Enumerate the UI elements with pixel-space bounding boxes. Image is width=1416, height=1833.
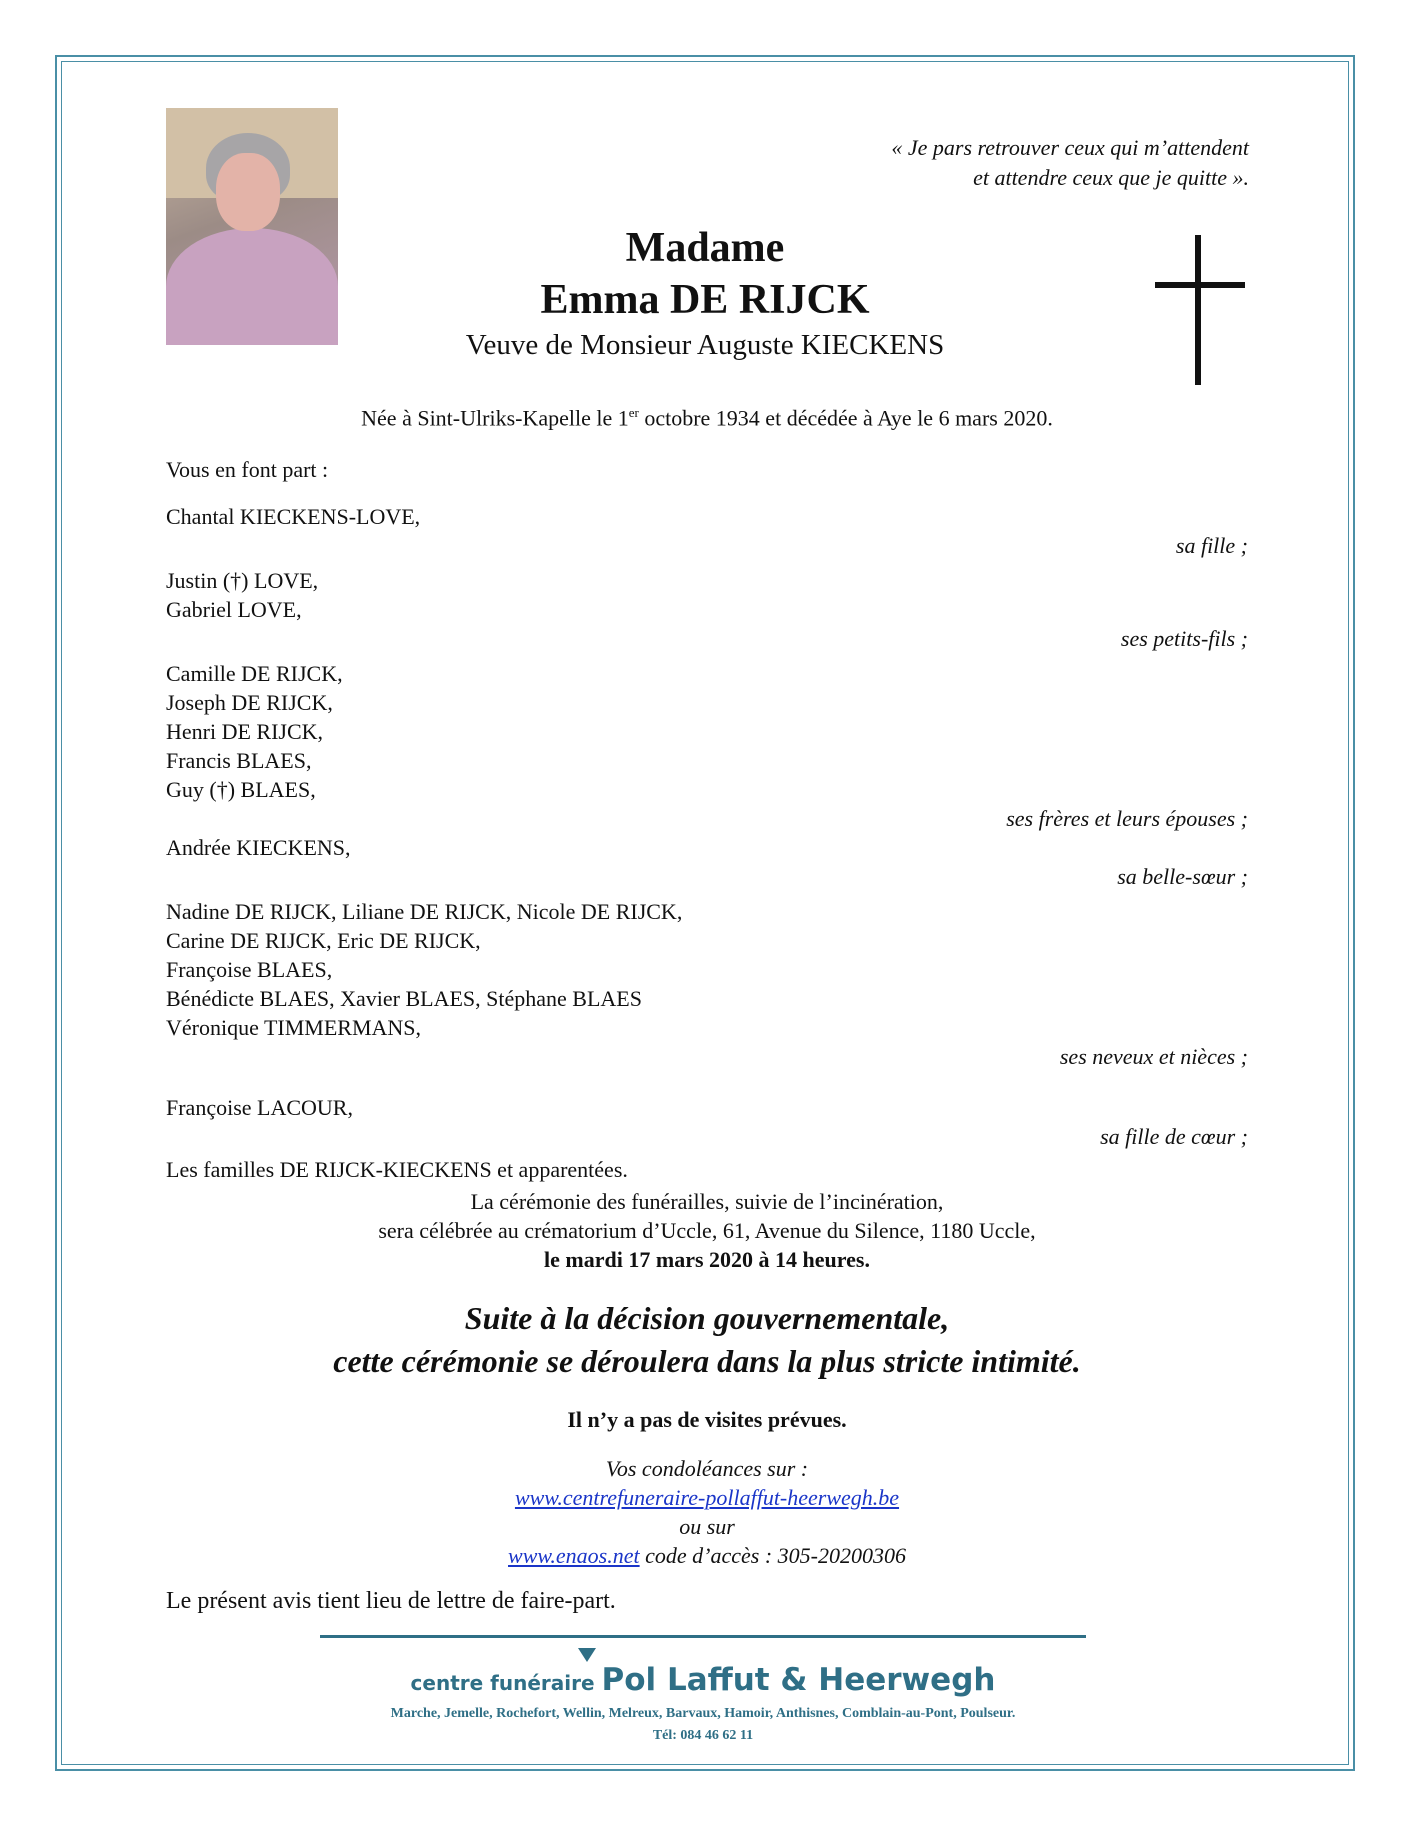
- relation-label: ses neveux et nièces ;: [1059, 1044, 1248, 1069]
- families-line: Les familles DE RIJCK-KIECKENS et apparentées.: [166, 1157, 628, 1182]
- family-name: Françoise LACOUR,: [166, 1095, 353, 1120]
- decision-line: Suite à la décision gouvernementale,: [464, 1300, 950, 1336]
- deceased-name: Emma DE RIJCK: [540, 277, 870, 323]
- family-name: Guy (†) BLAES,: [166, 777, 316, 802]
- ceremony-info: [166, 1187, 1248, 1274]
- family-name: Henri DE RIJCK,: [166, 719, 324, 744]
- condolences-or: ou sur: [679, 1514, 735, 1539]
- present-notice: Le présent avis tient lieu de lettre de faire-part.: [166, 1588, 616, 1614]
- logo-locations: Marche, Jemelle, Rochefort, Wellin, Melreux, Barvaux, Hamoir, Anthisnes, Comblain-au-Pont, Poulseur.: [390, 1706, 1016, 1721]
- logo-brand: Pol Laffut & Heerwegh: [601, 1662, 996, 1698]
- family-name: Gabriel LOVE,: [166, 597, 302, 622]
- cross-icon: [1155, 235, 1245, 385]
- no-visits-notice: Il n’y a pas de visites prévues.: [567, 1407, 847, 1432]
- ceremony-date: le mardi 17 mars 2020 à 14 heures.: [544, 1247, 870, 1272]
- title-block: [330, 222, 1080, 364]
- family-group: [166, 897, 1248, 1071]
- quote-line: et attendre ceux que je quitte ».: [973, 165, 1249, 190]
- family-name: Francis BLAES,: [166, 748, 312, 773]
- logo-triangle-icon: [578, 1648, 596, 1662]
- family-group: [166, 566, 1248, 653]
- decision-line: cette cérémonie se déroulera dans la plus stricte intimité.: [333, 1343, 1081, 1379]
- family-group: [166, 659, 1248, 833]
- relation-label: sa belle-sœur ;: [1117, 864, 1248, 889]
- family-group: [166, 502, 1248, 560]
- funeral-home-link[interactable]: www.centrefuneraire-pollaffut-heerwegh.be: [514, 1485, 900, 1510]
- family-name: Véronique TIMMERMANS,: [166, 1015, 422, 1040]
- family-name: Andrée KIECKENS,: [166, 835, 351, 860]
- enaos-link[interactable]: www.enaos.net: [508, 1543, 640, 1568]
- family-name: Nadine DE RIJCK, Liliane DE RIJCK, Nicole DE RIJCK,: [166, 899, 683, 924]
- portrait-photo: [166, 108, 338, 345]
- logo-prefix: centre funéraire: [410, 1671, 602, 1695]
- relation-label: ses petits-fils ;: [1120, 626, 1248, 651]
- quote-line: « Je pars retrouver ceux qui m’attendent: [891, 135, 1249, 160]
- family-group: [166, 833, 1248, 891]
- widow-line: Veuve de Monsieur Auguste KIECKENS: [465, 329, 945, 361]
- condolences-intro: Vos condoléances sur :: [605, 1456, 809, 1481]
- access-code: code d’accès : 305-20200306: [639, 1543, 906, 1568]
- family-group: [166, 1093, 1248, 1151]
- birth-death-line: Née à Sint-Ulriks-Kapelle le 1er octobre 1934 et décédée à Aye le 6 mars 2020.: [361, 405, 1053, 431]
- intro-line: Vous en font part :: [166, 457, 329, 482]
- family-name: Carine DE RIJCK, Eric DE RIJCK,: [166, 928, 481, 953]
- footer-divider: [320, 1635, 1086, 1638]
- family-name: Camille DE RIJCK,: [166, 661, 343, 686]
- ceremony-line: La cérémonie des funérailles, suivie de l’incinération,: [470, 1189, 944, 1214]
- condolences-block: [166, 1454, 1248, 1570]
- family-list: [166, 455, 1248, 1184]
- relation-label: ses frères et leurs épouses ;: [1006, 806, 1248, 831]
- honorific: Madame: [625, 225, 785, 271]
- logo-phone: Tél: 084 46 62 11: [652, 1728, 754, 1743]
- family-name: Joseph DE RIJCK,: [166, 690, 333, 715]
- family-name: Chantal KIECKENS-LOVE,: [166, 504, 421, 529]
- family-name: Françoise BLAES,: [166, 957, 333, 982]
- relation-label: sa fille de cœur ;: [1100, 1124, 1248, 1149]
- family-name: Bénédicte BLAES, Xavier BLAES, Stéphane BLAES: [166, 986, 642, 1011]
- epitaph-quote: [649, 133, 1249, 193]
- government-decision: [166, 1297, 1248, 1383]
- ceremony-line: sera célébrée au crématorium d’Uccle, 61, Avenue du Silence, 1180 Uccle,: [378, 1218, 1036, 1243]
- relation-label: sa fille ;: [1175, 533, 1248, 558]
- family-name: Justin (†) LOVE,: [166, 568, 319, 593]
